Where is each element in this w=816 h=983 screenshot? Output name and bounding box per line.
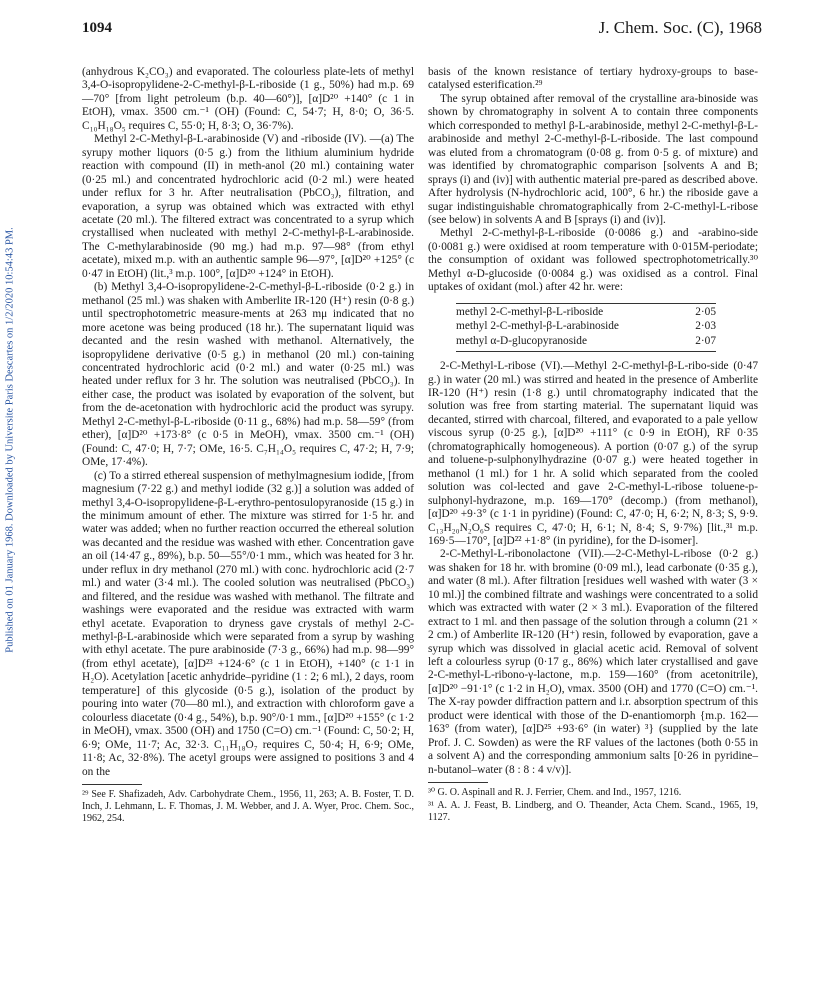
- download-notice-text: Published on 01 January 1968. Downloaded by Universite Paris Descartes on 1/2/2020 10:54:43 PM.: [4, 227, 16, 653]
- paragraph: (c) To a stirred ethereal suspension of methylmagnesium iodide, [from magnesium (7·22 g.) and methyl iodide (32 g.)] a solution was added of methyl 3,4-O-isopropylidene-β-L-erythro-pentosulopyranoside (15 g.) in the minimum amount of ether. The mixture was stirred for 1·5 hr. and water was added; when no further reaction occurred the ethereal solution was decanted and the residue was washed with ether. Concentration gave an oil (14·47 g., 89%), b.p. 50—55°/0·1 mm., which was heated for 3 hr. under reflux in dry methanol (270 ml.) with conc. hydrochloric acid (2·7 ml.) and water (3·4 ml.). The cooled solution was neutralised (PbCO₃) and filtered, and the residue was washed with methanol. The filtrate and washings were evaporated and the residue was extracted with warm ethyl acetate. Evaporation to dryness gave crystals of methyl 2-C-methyl-β-L-arabinoside which were separated from a syrup by washing with ethyl acetate. The pure arabinoside (7·3 g., 66%) had m.p. 98—99° (from ethyl acetate), [α]D²³ +124·6° (c 1 in EtOH), +140° (c 1·1 in H₂O). Acetylation [acetic anhydride–pyridine (1 : 2; 6 ml.), 2 days, room temperature] of this glycoside (0·5 g.), isolation of the product by pouring into water (70—80 ml.), and extraction with chloroform gave a colourless diacetate (0·4 g., 54%), b.p. 90°/0·1 mm., [α]D²⁰ +155° (c 1·2 in MeOH), νmax. 3500 (OH) and 1750 (C=O) cm.⁻¹ (Found: C, 50·2; H, 6·9; OMe, 11·7; Ac, 32·3. C₁₁H₁₈O₇ requires C, 50·4; H, 6·9; OMe, 11·8; Ac, 32·8%). The acetyl groups were assigned to positions 3 and 4 on the: [82, 469, 414, 778]
- paragraph: Methyl 2-C-Methyl-β-L-arabinoside (V) and -riboside (IV). —(a) The syrupy mother liquors (0·5 g.) from the lithium aluminium hydride reaction with compound (II) in meth-anol (20 ml.) containing water (0·25 ml.) and concentrated hydrochloric acid (0·2 ml.) were heated under reflux for 3 hr. After neutralisation (PbCO₃), filtration, and evaporation, a syrup was obtained which was extracted with ethyl acetate (20 ml.). The filtered extract was concentrated to a syrup which crystallised when nucleated with methyl 2-C-methyl-β-L-arabinoside. The C-methylarabinoside (90 mg.) had m.p. 97—98° (from ethyl acetate), mixed m.p. with an authentic sample 96—97°, [α]D²⁰ +125° (c 0·47 in EtOH) (lit.,³ m.p. 100°, [α]D²⁰ +124° in EtOH).: [82, 133, 414, 280]
- compound-name: methyl 2-C-methyl-β-L-arabinoside: [456, 320, 619, 333]
- table-row: [456, 306, 716, 320]
- paragraph: The syrup obtained after removal of the crystalline ara-binoside was shown by chromatography in solvent A to contain three components which corresponded to methyl β-L-arabinoside, methyl 2-C-methyl-β-L-arabinoside and methyl 2-C-methyl-β-L-riboside. The last compound was eluted from a chromatogram (0·08 g. from 0·5 g. of mixture) and was identified by chromatographic comparison [solvents A and B; sprays (i) and (iv)] with authentic material pre-pared as described above. After hydrolysis (N-hydrochloric acid, 100°, 6 hr.) the riboside gave a sugar indistinguishable chromatographically from 2-C-methyl-L-ribose (see below) in solvents A and B [sprays (i) and (iv)].: [428, 92, 758, 226]
- uptake-value: 2·03: [695, 320, 716, 333]
- paragraph: (anhydrous K₂CO₃) and evaporated. The colourless plate-lets of methyl 3,4-O-isopropylidene-2-C-methyl-β-L-riboside (1 g., 50%) had m.p. 69—70° [from light petroleum (b.p. 40—60°)], [α]D²⁰ +140° (c 1 in EtOH), νmax. 3500 cm.⁻¹ (OH) (Found: C, 54·7; H, 8·0; O, 36·5. C₁₀H₁₈O₅ requires C, 55·0; H, 8·3; O, 36·7%).: [82, 66, 414, 132]
- footnote-30: ³⁰ G. O. Aspinall and R. J. Ferrier, Chem. and Ind., 1957, 1216.: [428, 787, 682, 799]
- paragraph: 2-C-Methyl-L-ribonolactone (VII).—2-C-Methyl-L-ribose (0·2 g.) was shaken for 18 hr. with bromine (0·09 ml.), lead carbonate (0·35 g.), and water (8 ml.). After filtration [residues well washed with water (3 × 10 ml.)] the combined filtrate and washings were concentrated to a solid which was extracted with water (2 × 3 ml.). Evaporation of the filtered extract to 1 ml. and then passage of the solution through a column (21 × 2 cm.) of Amberlite IR-120 (H⁺) resin, followed by evaporation, gave a syrup which was dissolved in glacial acetic acid. Removal of solvent left a colourless syrup (0·17 g., 86%) which later crystallised and gave 2-C-methyl-L-ribono-γ-lactone, m.p. 159—160° (from acetonitrile), [α]D²⁰ −91·1° (c 1·2 in H₂O), νmax. 3500 (OH) and 1770 (C=O) cm.⁻¹. The X-ray powder diffraction pattern and i.r. absorption spectrum of this product were identical with those of the D-enantiomorph {m.p. 162—163° (from water), [α]D²⁵ +93·6° (in water) ³} (supplied by the late Prof. J. C. Sowden) as were the RF values of the lactones (both 0·55 in a solvent A) and the corresponding ammonium salts [0·26 in pyridine–n-butanol–water (8 : 8 : 4 v/v)].: [428, 548, 758, 776]
- journal-header: J. Chem. Soc. (C), 1968: [598, 18, 762, 37]
- download-notice[interactable]: [2, 120, 18, 760]
- uptake-value: 2·07: [695, 334, 716, 347]
- uptake-value: 2·05: [695, 305, 716, 318]
- page-number: 1094: [82, 20, 112, 36]
- footnote-29: ²⁹ See F. Shafizadeh, Adv. Carbohydrate Chem., 1956, 11, 263; A. B. Foster, T. D. Inch, J. Lehmann, L. F. Thomas, J. M. Webber, and J. A. Wyer, Proc. Chem. Soc., 1962, 254.: [82, 789, 414, 825]
- table-row: [456, 320, 716, 334]
- footnote-rule: [82, 784, 142, 785]
- table-rule: [456, 351, 716, 352]
- footnotes: [82, 789, 414, 825]
- footnotes: [428, 787, 758, 824]
- table-row: [456, 335, 716, 349]
- paragraph: 2-C-Methyl-L-ribose (VI).—Methyl 2-C-methyl-β-L-ribo-side (0·47 g.) in water (20 ml.) was stirred and heated in the presence of Amberlite IR-120 (H⁺) resin (1·8 g.) until chromatography indicated that the solution was free from starting material. The supernatant liquid was decanted, stirred with charcoal, filtered, and evaporated to a pale yellow viscous syrup (0·25 g.), [α]D²⁰ +111° (c 0·9 in EtOH), RF 0·35 (chromatographically homogeneous). A portion (0·07 g.) of the syrup and toluene-p-sulphonylhydrazine (0·07 g.) were heated together in methanol (1 ml.) for 1 hr. A solid which separated from the cooled solution was col-lected and gave 2-C-methyl-L-ribose toluene-p-sulphonyl-hydrazone, m.p. 169—170° (decomp.) (from methanol), [α]D²⁰ +9·3° (c 1·1 in pyridine) (Found: C, 47·0; H, 6·2; N, 8·3; S, 9·9. C₁₃H₂₀N₂O₆S requires C, 47·0; H, 6·1; N, 8·4; S, 9·7%) [lit.,³¹ m.p. 169·5—170°, [α]D²² +1·8° (in pyridine), for the D-isomer].: [428, 360, 758, 547]
- left-column: [82, 66, 414, 826]
- right-column: [428, 66, 758, 825]
- footnote-rule: [428, 782, 488, 783]
- paragraph: (b) Methyl 3,4-O-isopropylidene-2-C-methyl-β-L-riboside (0·2 g.) in methanol (25 ml.) was shaken with Amberlite IR-120 (H⁺) resin (0·8 g.) until spectrophotometric measure-ments at 263 mμ indicated that no more acetone was being produced (18 hr.). The supernatant liquid was decanted and the resin washed with methanol. Alternatively, the isopropylidene derivative (0·5 g.) in methanol (20 ml.) con-taining concentrated hydrochloric acid (0·2 ml.) and water (0·25 ml.) was heated under reflux for 3 hr. The solution was neutralised (PbCO₃). In either case, the product was isolated by evaporation of the solvent, but from the de-acetonation with hydrochloric acid the product was syrupy. Methyl 2-C-methyl-β-L-riboside (0·11 g., 68%) had m.p. 58—59° (from ether), [α]D²⁰ +173·8° (c 0·5 in MeOH), νmax. 3500 cm.⁻¹ (OH) (Found: C, 47·0; H, 7·7; OMe, 16·5. C₇H₁₄O₅ requires C, 47·2; H, 7·9; OMe, 17·4%).: [82, 281, 414, 469]
- oxidant-uptake-table: [456, 303, 716, 352]
- compound-name: methyl 2-C-methyl-β-L-riboside: [456, 305, 604, 318]
- paragraph: Methyl 2-C-methyl-β-L-riboside (0·0086 g.) and -arabino-side (0·0081 g.) were oxidised at room temperature with 0·015M-periodate; the consumption of oxidant was followed spectrophotometrically.³⁰ Methyl α-D-glucoside (0·0084 g.) was oxidised as a control. Final uptakes of oxidant (mol.) after 42 hr. were:: [428, 227, 758, 294]
- paragraph: basis of the known resistance of tertiary hydroxy-groups to base-catalysed esterification.²⁹: [428, 66, 758, 92]
- compound-name: methyl α-D-glucopyranoside: [456, 334, 588, 347]
- footnote-31: ³¹ A. A. J. Feast, B. Lindberg, and O. Theander, Acta Chem. Scand., 1965, 19, 1127.: [428, 800, 758, 824]
- table-rule: [456, 303, 716, 304]
